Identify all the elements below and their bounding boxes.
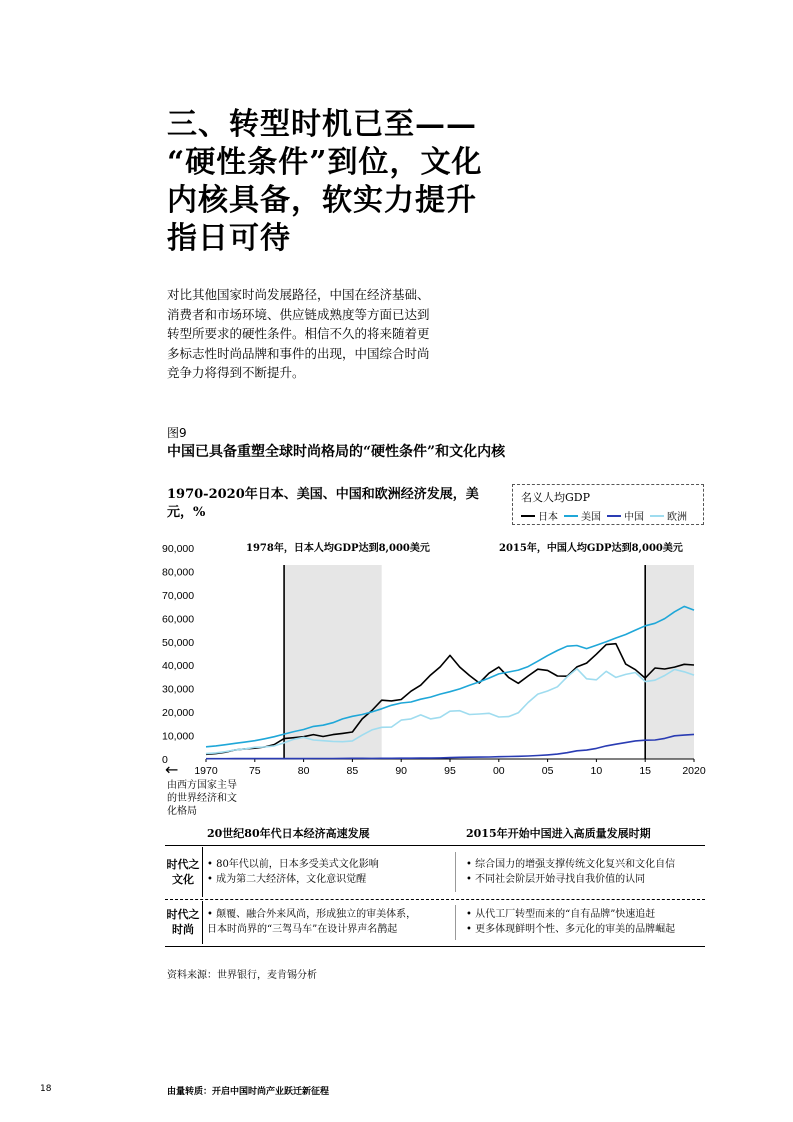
table-bottom-rule [165,946,705,947]
legend-label: 中国 [624,512,644,523]
bullet-item: • 成为第二大经济体，文化意识觉醒 [207,874,367,885]
legend-item-japan [521,508,558,523]
heading-line: “硬性条件”到位，文化 [167,145,483,180]
bullet-item: 日本时尚界的“三驾马车”在设计界声名鹊起 [207,924,398,935]
shaded-region [645,565,694,759]
column-separator [455,905,456,940]
table-divider [165,845,705,846]
intro-paragraph: 对比其他国家时尚发展路径，中国在经济基础、消费者和市场环境、供应链成熟度等方面已达到转型所要求的硬性条件。相信不久的将来随着更多标志性时尚品牌和事件的出现，中国综合时尚竞争力将得到不断提升。 [167,287,430,380]
source-note: 资料来源：世界银行，麦肯锡分析 [167,970,317,981]
y-tick-label: 60,000 [162,613,195,626]
arrow-left-icon: ← [165,760,179,779]
page-number: 18 [40,1084,52,1094]
legend-label: 欧洲 [667,512,687,523]
heading-line: 内核具备，软实力提升 [167,183,477,218]
x-tick-label: 95 [444,765,456,777]
annotation-2015: 2015年，中国人均GDP达到8,000美元 [499,543,683,554]
column-separator [455,852,456,892]
culture-china-bullets [466,857,675,887]
bullet-item: • 更多体现鲜明个性、多元化的审美的品牌崛起 [466,924,676,935]
y-tick-label: 0 [162,754,168,766]
fashion-japan-bullets [207,907,416,937]
legend-item-europe [650,508,687,523]
row-separator [202,847,203,897]
figure-label: 图9 [167,426,187,440]
y-tick-label: 50,000 [162,636,195,649]
legend-item-china [607,508,644,523]
legend-label: 美国 [581,512,601,523]
legend-label: 日本 [538,512,558,523]
y-tick-label: 80,000 [162,566,195,579]
section-heading [167,106,483,258]
legend-title: 名义人均GDP [521,491,591,504]
x-tick-label: 05 [541,765,554,777]
x-tick-label: 10 [590,765,603,777]
period-head-china: 2015年开始中国进入高质量发展时期 [466,827,651,840]
row-separator [202,901,203,944]
row-label-culture: 时代之文化 [166,858,200,886]
y-tick-label: 40,000 [162,660,195,673]
bullet-item: • 从代工厂转型而来的“自有品牌”快速追赶 [466,909,656,920]
table-divider-dashed [165,899,705,900]
x-tick-label: 1970 [194,765,218,777]
footer-title: 由量转质：开启中国时尚产业跃迁新征程 [167,1087,330,1097]
heading-line: 三、转型时机已至—— [167,107,477,142]
left-note: 由西方国家主导的世界经济和文化格局 [167,780,237,817]
y-tick-label: 90,000 [162,543,195,555]
legend-swatch [564,515,578,517]
period-head-japan: 20世纪80年代日本经济高速发展 [207,827,370,840]
x-tick-label: 80 [297,765,310,777]
chart-legend [512,484,704,525]
gdp-line-chart [160,535,720,780]
legend-swatch [650,515,664,517]
bullet-item: • 不同社会阶层开始寻找自我价值的认同 [466,874,646,885]
y-tick-label: 10,000 [162,730,195,743]
x-tick-label: 85 [346,765,359,777]
x-tick-label: 00 [492,765,505,777]
legend-item-usa [564,508,601,523]
x-tick-label: 2020 [682,765,706,777]
culture-japan-bullets [207,857,379,887]
legend-swatch [607,515,621,517]
row-label-fashion: 时代之时尚 [166,908,200,936]
legend-items [521,508,695,523]
heading-line: 指日可待 [167,221,291,256]
annotation-1978: 1978年，日本人均GDP达到8,000美元 [246,543,430,554]
y-tick-label: 30,000 [162,683,195,696]
series-line [206,734,694,758]
series-line [206,644,694,755]
bullet-item: • 80年代以前，日本多受美式文化影响 [207,859,379,870]
chart-title: 1970-2020年日本、美国、中国和欧洲经济发展，美元，% [167,487,479,520]
bullet-item: • 综合国力的增强支撑传统文化复兴和文化自信 [466,859,676,870]
x-tick-label: 75 [248,765,261,777]
y-tick-label: 20,000 [162,707,195,720]
figure-title: 中国已具备重塑全球时尚格局的“硬性条件”和文化内核 [167,444,506,460]
fashion-china-bullets [466,907,675,937]
x-tick-label: 90 [395,765,408,777]
bullet-item: • 颠覆、融合外来风尚，形成独立的审美体系， [207,909,417,920]
legend-swatch [521,515,535,517]
x-tick-label: 15 [639,765,652,777]
y-tick-label: 70,000 [162,589,195,602]
